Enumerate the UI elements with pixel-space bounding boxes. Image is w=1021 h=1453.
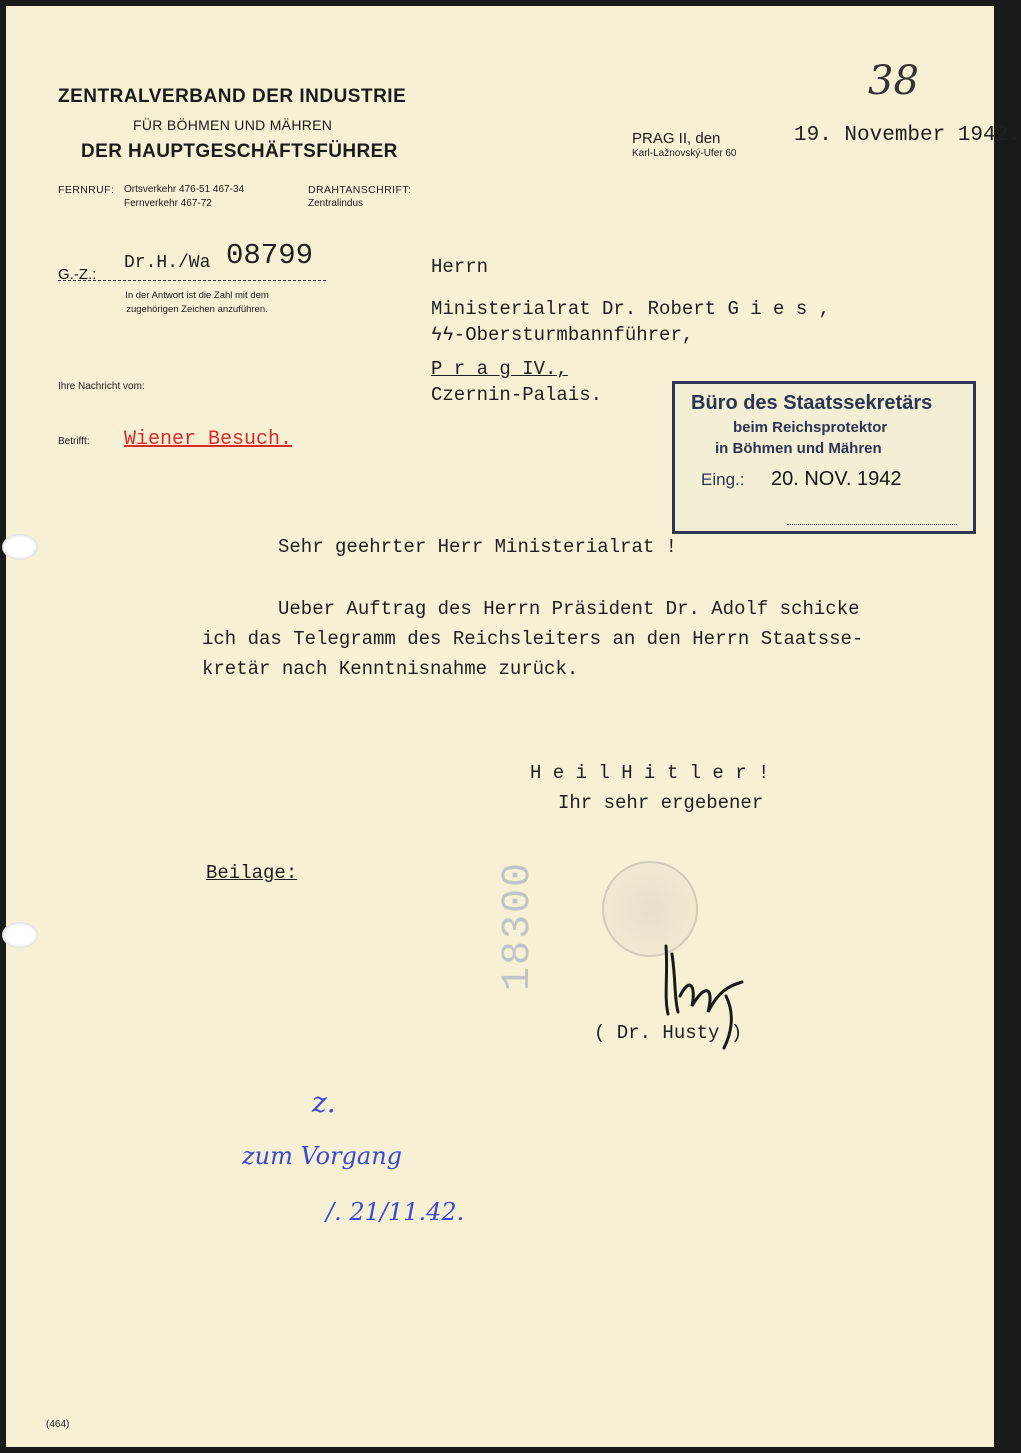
handwritten-initial: z. [312,1086,336,1119]
street-address: Karl-Lažnovský-Ufer 60 [632,148,737,159]
reference-line [58,280,326,281]
punch-hole [2,922,38,948]
phone-label: FERNRUF: [58,184,115,196]
enclosure-label: Beilage: [206,862,298,884]
telegram-label: DRAHTANSCHRIFT: [308,184,412,196]
reference-value: Dr.H./Wa [124,253,211,273]
your-message-label: Ihre Nachricht vom: [58,381,145,392]
recipient-building: Czernin-Palais. [431,384,603,406]
stamp-received-date: 20. NOV. 1942 [771,468,902,490]
phone-local: Ortsverkehr 476-51 467-34 [124,184,245,195]
recipient-name: Ministerialrat Dr. Robert G i e s , [431,298,831,320]
org-region: FÜR BÖHMEN UND MÄHREN [133,117,333,133]
received-stamp [672,381,976,534]
reference-number: 08799 [226,239,314,272]
stamp-dotted-line [787,524,957,525]
registry-number: 18300 [496,860,541,991]
greeting: Sehr geehrter Herr Ministerialrat ! [278,536,678,558]
reference-note: In der Antwort ist die Zahl mit dem zugehörigen Zeichen anzuführen. [125,290,269,315]
recipient-city: P r a g IV., [431,358,568,380]
reference-label: G.-Z.: [58,266,97,283]
stamp-office-sub: beim Reichsprotektor [733,419,888,436]
phone-long-distance: Fernverkehr 467-72 [124,198,212,209]
punch-hole [2,534,38,560]
recipient-rank: ϟϟ-Obersturmbannführer, [431,324,694,346]
form-number: (464) [46,1419,70,1430]
body-line: ich das Telegramm des Reichsleiters an den Herrn Staatsse- [202,628,864,650]
org-department: DER HAUPTGESCHÄFTSFÜHRER [81,141,398,162]
closing-phrase: Ihr sehr ergebener [558,792,764,814]
letter-sheet [6,6,1021,1447]
closing-salute: H e i l H i t l e r ! [530,762,770,784]
letter-date: 19. November 1942. [794,124,1021,147]
subject-value: Wiener Besuch. [124,428,293,451]
handwritten-date: /. 21/11.42. [326,1198,465,1226]
org-name: ZENTRALVERBAND DER INDUSTRIE [58,86,407,107]
stamp-region: in Böhmen und Mähren [715,440,882,457]
handwritten-note: zum Vorgang [242,1142,403,1170]
place: PRAG II, den [632,130,721,147]
stamp-received-label: Eing.: [701,470,745,489]
page-number: 38 [868,58,919,104]
recipient-salutation: Herrn [431,256,489,278]
stamp-office: Büro des Staatssekretärs [691,392,933,414]
body-line: kretär nach Kenntnisnahme zurück. [202,658,579,680]
body-line: Ueber Auftrag des Herrn Präsident Dr. Adolf schicke [278,598,860,620]
subject-label: Betrifft: [58,436,90,447]
telegram-address: Zentralindus [308,198,364,209]
signer-name: ( Dr. Husty ) [594,1022,743,1044]
